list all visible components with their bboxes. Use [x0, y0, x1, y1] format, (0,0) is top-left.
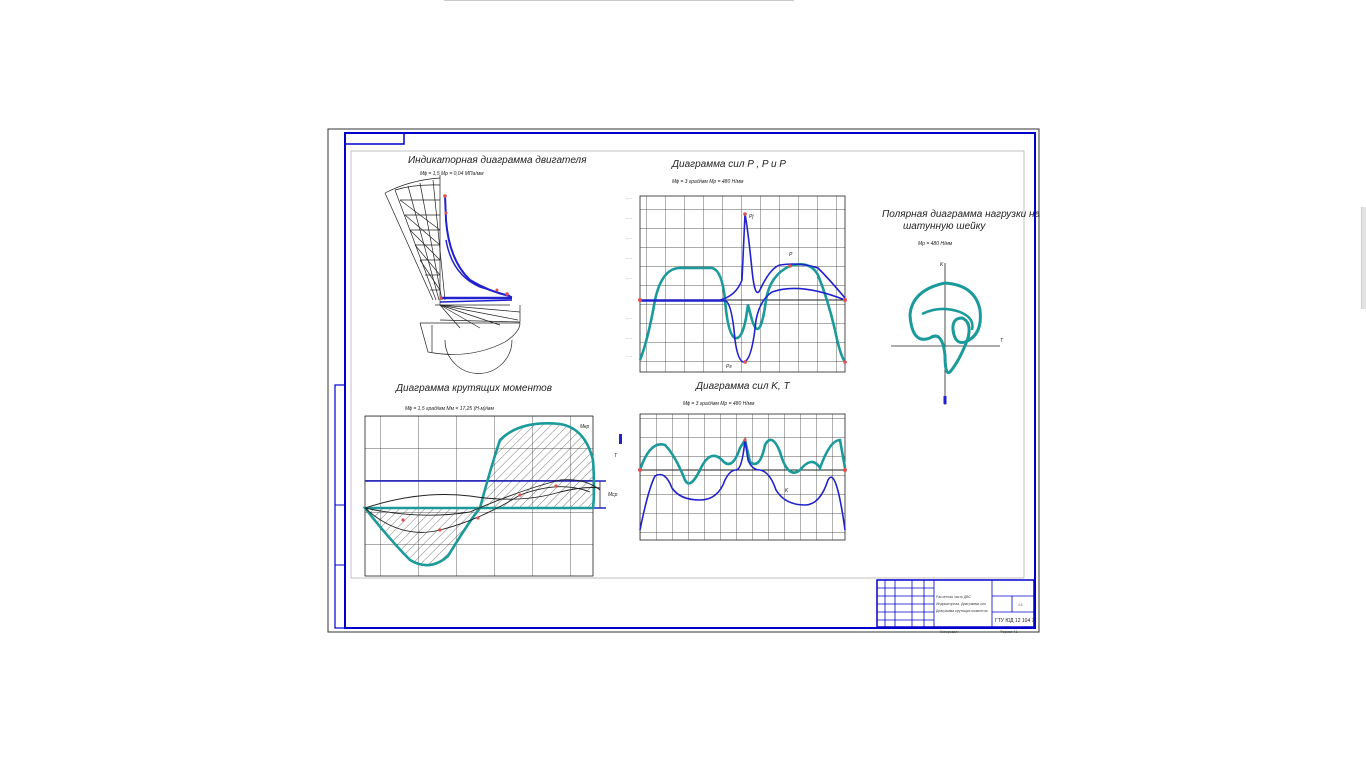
- polar-axis-k: K: [940, 262, 944, 268]
- forces-kt-scale: Mϕ = 3 град/мм Mp = 480 Н/мм: [683, 401, 755, 407]
- svg-text:·····: ·····: [626, 355, 632, 359]
- forces-pj-p-grid: [640, 196, 845, 372]
- svg-text:·····: ·····: [626, 337, 632, 341]
- indicator-scale: Mϕ = 1,5 Mp = 0,04 МПа/мм: [420, 171, 484, 177]
- label-pj: Pj: [749, 214, 754, 220]
- tb-row1: Расчетная часть ДВС: [936, 595, 971, 599]
- label-pg: Pг: [726, 364, 732, 370]
- tb-row3: Диаграмма крутящих моментов: [936, 609, 988, 613]
- polar-title-line2: шатунную шейку: [903, 221, 986, 232]
- torque-title: Диаграмма крутящих моментов: [396, 383, 552, 394]
- svg-text:·····: ·····: [626, 237, 632, 241]
- label-kt-k: K: [785, 488, 789, 494]
- torque-scale: Mϕ = 1,5 град/мм Mм = 17,25 (Н·м)/мм: [405, 406, 494, 412]
- polar-title-line1: Полярная диаграмма нагрузки на: [882, 209, 1041, 220]
- label-kt-t: T: [614, 453, 618, 459]
- label-mkr: Mкр: [580, 424, 590, 430]
- indicator-title: Индикаторная диаграмма двигателя: [408, 155, 587, 166]
- tb-row2: Индикаторная, Диаграмма сил: [936, 602, 987, 606]
- label-mcp: Mср: [608, 492, 618, 498]
- polar-scale: Mp = 480 Н/мм: [918, 241, 953, 247]
- tb-footer-left: Копировал: [940, 630, 958, 634]
- forces-kt-grid: [640, 414, 845, 540]
- title-block: [877, 580, 1035, 634]
- svg-text:·····: ·····: [626, 317, 632, 321]
- svg-text:·····: ·····: [626, 277, 632, 281]
- forces-pj-p-title: Диаграмма сил P , P и P: [672, 159, 786, 170]
- forces-kt-title: Диаграмма сил K, T: [696, 381, 790, 392]
- tb-doc-code: ГТУ ЮД 12 104 7: [995, 618, 1035, 624]
- svg-text:·····: ·····: [626, 217, 632, 221]
- forces-pj-p-scale: Mϕ = 3 град/мм Mp = 480 Н/мм: [672, 179, 744, 185]
- tb-footer-right: Формат А1: [1000, 630, 1018, 634]
- label-p: P: [789, 252, 793, 258]
- tb-scale: 1:1: [1018, 603, 1023, 607]
- svg-text:·····: ·····: [626, 257, 632, 261]
- svg-text:·····: ·····: [626, 197, 632, 201]
- polar-axis-t: T: [1000, 338, 1004, 344]
- kt-legend-marker: [619, 434, 622, 444]
